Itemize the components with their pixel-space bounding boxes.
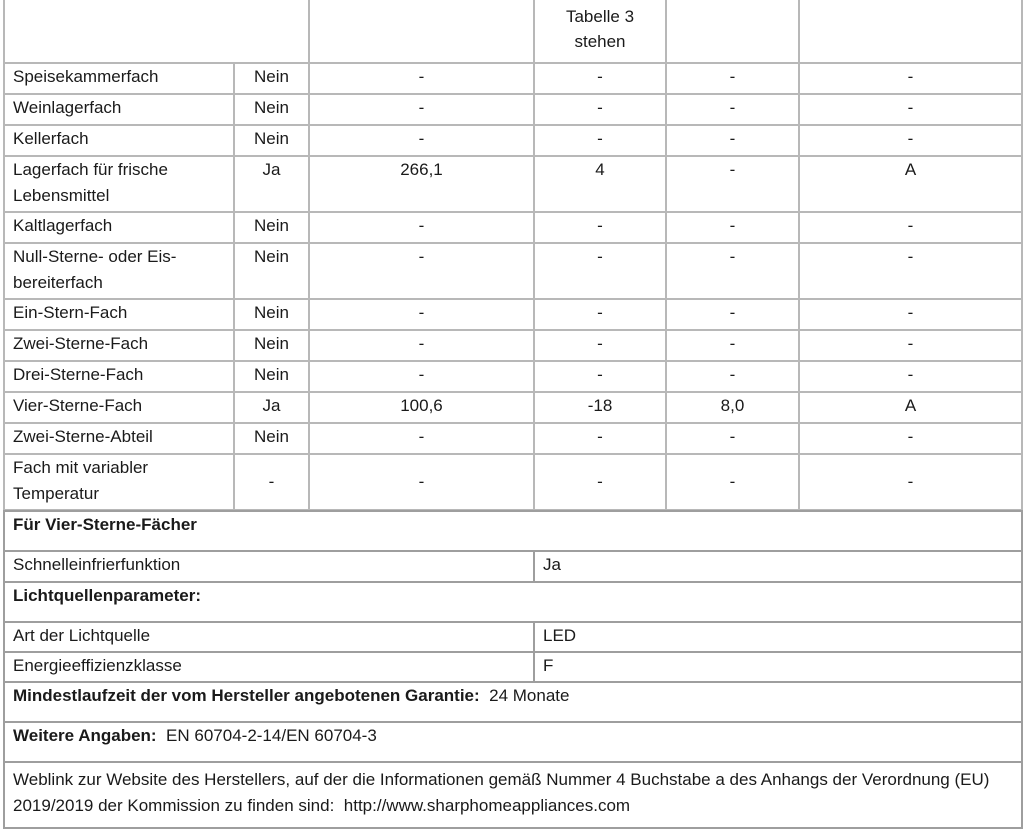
compartment-climate: - [799, 212, 1022, 243]
header-cell-climate [799, 0, 1022, 63]
table-row [4, 94, 1022, 125]
compartment-climate: - [799, 243, 1022, 299]
compartment-capacity: - [666, 94, 799, 125]
compartment-capacity: - [666, 63, 799, 94]
header-cell-volume [309, 0, 534, 63]
header-cell-compartment [4, 0, 309, 63]
compartment-capacity: - [666, 299, 799, 330]
compartment-climate: A [799, 156, 1022, 212]
compartment-volume: - [309, 125, 534, 156]
compartment-capacity: - [666, 156, 799, 212]
light-source-heading-row [4, 582, 1022, 622]
compartment-present: Nein [234, 212, 309, 243]
compartment-climate: - [799, 454, 1022, 510]
compartment-temp: - [534, 299, 666, 330]
compartment-present: Ja [234, 156, 309, 212]
table-row [4, 156, 1022, 212]
header-cell-capacity [666, 0, 799, 63]
info-value: LED [534, 622, 1022, 652]
table-row [4, 243, 1022, 299]
compartment-climate: - [799, 94, 1022, 125]
compartment-name: Speisekammerfach [4, 63, 234, 94]
light-source-heading: Lichtquellenparameter: [4, 582, 1022, 622]
compartment-name: Weinlagerfach [4, 94, 234, 125]
table-row [4, 330, 1022, 361]
compartment-temp: 4 [534, 156, 666, 212]
compartment-temp: -18 [534, 392, 666, 423]
compartment-name: Fach mit variabler Temperatur [4, 454, 234, 510]
compartment-volume: - [309, 212, 534, 243]
compartment-volume: - [309, 423, 534, 454]
table-row [4, 454, 1022, 510]
compartment-volume: - [309, 361, 534, 392]
info-row [4, 551, 1022, 582]
compartment-capacity: - [666, 423, 799, 454]
table-header-row [4, 0, 1022, 63]
warranty-value: 24 Monate [489, 686, 570, 705]
compartment-present: - [234, 454, 309, 510]
compartment-volume: - [309, 63, 534, 94]
warranty-row [4, 682, 1022, 722]
info-label: Energieeffizienzklasse [4, 652, 534, 682]
compartment-name: Lagerfach für frische Lebensmittel [4, 156, 234, 212]
compartment-present: Nein [234, 330, 309, 361]
compartment-temp: - [534, 212, 666, 243]
further-info-cell [4, 722, 1022, 762]
info-label: Art der Lichtquelle [4, 622, 534, 652]
compartment-capacity: - [666, 125, 799, 156]
additional-info-table [3, 510, 1023, 829]
compartment-capacity: - [666, 243, 799, 299]
compartment-volume: - [309, 94, 534, 125]
compartment-temp: - [534, 330, 666, 361]
compartment-climate: - [799, 361, 1022, 392]
four-star-heading-row [4, 511, 1022, 551]
weblink-cell [4, 762, 1022, 828]
compartment-present: Nein [234, 361, 309, 392]
table-row [4, 423, 1022, 454]
table-row [4, 299, 1022, 330]
compartment-temp: - [534, 361, 666, 392]
compartment-present: Nein [234, 299, 309, 330]
info-value: F [534, 652, 1022, 682]
compartment-name: Vier-Sterne-Fach [4, 392, 234, 423]
compartment-climate: - [799, 330, 1022, 361]
compartment-climate: A [799, 392, 1022, 423]
header-cell-temp: Tabelle 3 stehen [534, 0, 666, 63]
compartment-temp: - [534, 243, 666, 299]
compartment-capacity: - [666, 212, 799, 243]
further-info-value: EN 60704-2-14/EN 60704-3 [166, 726, 377, 745]
compartment-temp: - [534, 94, 666, 125]
compartment-present: Nein [234, 243, 309, 299]
compartment-temp: - [534, 63, 666, 94]
compartment-name: Null-Sterne- oder Eis-bereiterfach [4, 243, 234, 299]
info-label: Schnelleinfrierfunktion [4, 551, 534, 582]
warranty-label: Mindestlaufzeit der vom Hersteller angebotenen Garantie: [13, 686, 480, 705]
compartment-temp: - [534, 125, 666, 156]
compartment-volume: - [309, 243, 534, 299]
compartment-climate: - [799, 299, 1022, 330]
compartment-name: Zwei-Sterne-Fach [4, 330, 234, 361]
table-row [4, 125, 1022, 156]
compartment-temp: - [534, 454, 666, 510]
compartment-name: Zwei-Sterne-Abteil [4, 423, 234, 454]
compartment-climate: - [799, 63, 1022, 94]
compartment-name: Ein-Stern-Fach [4, 299, 234, 330]
table-row [4, 212, 1022, 243]
compartment-present: Nein [234, 125, 309, 156]
info-row [4, 652, 1022, 682]
manufacturer-link[interactable]: http://www.sharphomeappliances.com [343, 796, 631, 815]
info-value: Ja [534, 551, 1022, 582]
compartment-present: Nein [234, 63, 309, 94]
compartment-capacity: - [666, 361, 799, 392]
compartment-capacity: 8,0 [666, 392, 799, 423]
weblink-row [4, 762, 1022, 828]
compartment-present: Nein [234, 423, 309, 454]
compartment-capacity: - [666, 330, 799, 361]
compartment-name: Kellerfach [4, 125, 234, 156]
weblink-text: Weblink zur Website des Herstellers, auf der die Informationen gemäß Nummer 4 Buchstabe a des Anhangs der Verordnung (EU) 2019/2019 der Kommission zu finden sind: [13, 770, 990, 815]
table-row [4, 392, 1022, 423]
table-row [4, 63, 1022, 94]
compartment-name: Drei-Sterne-Fach [4, 361, 234, 392]
compartment-temp: - [534, 423, 666, 454]
further-info-label: Weitere Angaben: [13, 726, 157, 745]
compartment-climate: - [799, 125, 1022, 156]
further-info-row [4, 722, 1022, 762]
compartment-table [3, 0, 1023, 511]
warranty-cell [4, 682, 1022, 722]
info-row [4, 622, 1022, 652]
table-row [4, 361, 1022, 392]
compartment-present: Nein [234, 94, 309, 125]
compartment-volume: - [309, 330, 534, 361]
compartment-present: Ja [234, 392, 309, 423]
compartment-volume: 266,1 [309, 156, 534, 212]
compartment-name: Kaltlagerfach [4, 212, 234, 243]
compartment-capacity: - [666, 454, 799, 510]
compartment-volume: 100,6 [309, 392, 534, 423]
compartment-volume: - [309, 454, 534, 510]
compartment-climate: - [799, 423, 1022, 454]
compartment-volume: - [309, 299, 534, 330]
four-star-heading: Für Vier-Sterne-Fächer [4, 511, 1022, 551]
